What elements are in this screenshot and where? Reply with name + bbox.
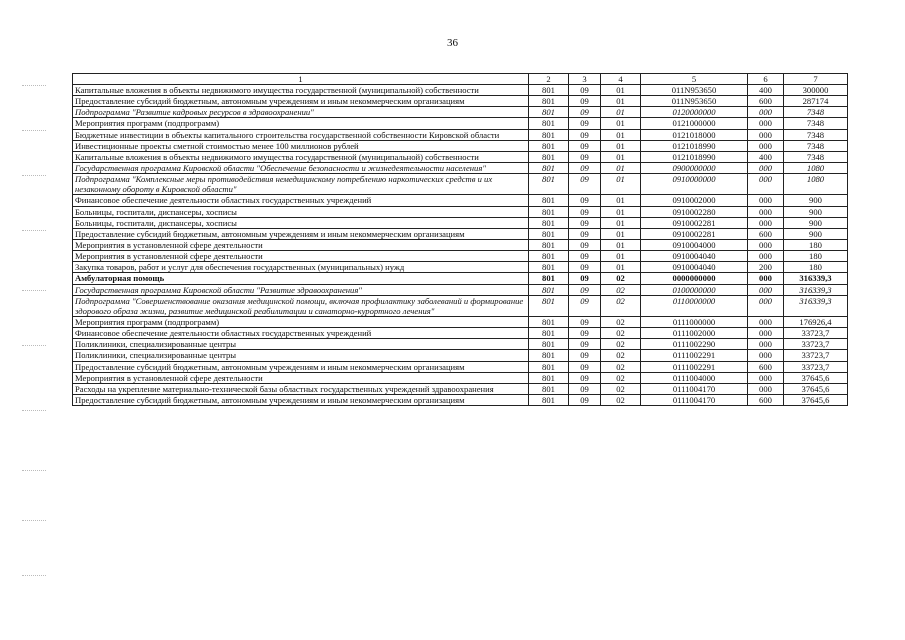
section-code-cell: 09	[569, 383, 601, 394]
section-code-cell: 09	[569, 140, 601, 151]
expense-type-code-cell: 600	[748, 96, 784, 107]
expense-type-code-cell: 000	[748, 273, 784, 284]
page-number: 36	[447, 37, 458, 49]
item-name-cell: Расходы на укрепление материально-технической базы областных государственных учреждений здравоохранения	[73, 383, 529, 394]
amount-cell: 180	[784, 262, 848, 273]
table-body	[73, 85, 848, 406]
target-article-code-cell: 011N953650	[641, 85, 748, 96]
subsection-code-cell: 02	[601, 361, 641, 372]
target-article-code-cell: 0100000000	[641, 284, 748, 295]
section-code-cell: 09	[569, 118, 601, 129]
amount-cell: 7348	[784, 151, 848, 162]
item-name-cell: Предоставление субсидий бюджетным, автономным учреждениям и иным некоммерческим организациям	[73, 361, 529, 372]
section-code-cell: 09	[569, 195, 601, 206]
target-article-code-cell: 011N953650	[641, 96, 748, 107]
section-code-cell: 09	[569, 295, 601, 316]
amount-cell: 316339,3	[784, 273, 848, 284]
item-name-cell: Предоставление субсидий бюджетным, автономным учреждениям и иным некоммерческим организациям	[73, 96, 529, 107]
section-code-cell: 09	[569, 151, 601, 162]
ministry-code-cell: 801	[529, 339, 569, 350]
amount-cell: 316339,3	[784, 284, 848, 295]
section-code-cell: 09	[569, 350, 601, 361]
section-code-cell: 09	[569, 339, 601, 350]
target-article-code-cell: 0900000000	[641, 162, 748, 173]
table-row	[73, 316, 848, 327]
budget-table	[72, 73, 848, 406]
subsection-code-cell: 01	[601, 195, 641, 206]
section-code-cell: 09	[569, 228, 601, 239]
target-article-code-cell: 0121000000	[641, 118, 748, 129]
section-code-cell: 09	[569, 206, 601, 217]
subsection-code-cell: 02	[601, 350, 641, 361]
amount-cell: 1080	[784, 174, 848, 195]
ministry-code-cell: 801	[529, 228, 569, 239]
amount-cell: 900	[784, 195, 848, 206]
item-name-cell: Инвестиционные проекты сметной стоимостью менее 100 миллионов рублей	[73, 140, 529, 151]
amount-cell: 900	[784, 206, 848, 217]
table-row	[73, 206, 848, 217]
amount-cell: 900	[784, 228, 848, 239]
subsection-code-cell: 02	[601, 328, 641, 339]
target-article-code-cell: 0910000000	[641, 174, 748, 195]
item-name-cell: Мероприятия программ (подпрограмм)	[73, 118, 529, 129]
table-row	[73, 239, 848, 250]
expense-type-code-cell: 000	[748, 107, 784, 118]
target-article-code-cell: 0121018990	[641, 140, 748, 151]
item-name-cell: Поликлиники, специализированные центры	[73, 339, 529, 350]
section-code-cell: 09	[569, 174, 601, 195]
item-name-cell: Подпрограмма "Развитие кадровых ресурсов в здравоохранении"	[73, 107, 529, 118]
table-row	[73, 350, 848, 361]
ministry-code-cell: 801	[529, 140, 569, 151]
table-row	[73, 129, 848, 140]
ministry-code-cell: 801	[529, 251, 569, 262]
table-row	[73, 85, 848, 96]
item-name-cell: Мероприятия в установленной сфере деятельности	[73, 239, 529, 250]
ministry-code-cell: 801	[529, 96, 569, 107]
subsection-code-cell: 01	[601, 129, 641, 140]
target-article-code-cell: 0111000000	[641, 316, 748, 327]
section-code-cell: 09	[569, 361, 601, 372]
target-article-code-cell: 0111004170	[641, 394, 748, 405]
subsection-code-cell: 02	[601, 316, 641, 327]
section-code-cell: 09	[569, 328, 601, 339]
ministry-code-cell: 801	[529, 195, 569, 206]
subsection-code-cell: 02	[601, 273, 641, 284]
ministry-code-cell: 801	[529, 284, 569, 295]
subsection-code-cell: 01	[601, 118, 641, 129]
target-article-code-cell: 0910002281	[641, 217, 748, 228]
ministry-code-cell: 801	[529, 295, 569, 316]
column-header-6: 6	[748, 74, 784, 85]
amount-cell: 287174	[784, 96, 848, 107]
ministry-code-cell: 801	[529, 262, 569, 273]
ministry-code-cell: 801	[529, 361, 569, 372]
ministry-code-cell: 801	[529, 129, 569, 140]
expense-type-code-cell: 000	[748, 295, 784, 316]
target-article-code-cell: 0910004040	[641, 262, 748, 273]
target-article-code-cell: 0121018990	[641, 151, 748, 162]
item-name-cell: Предоставление субсидий бюджетным, автономным учреждениям и иным некоммерческим организациям	[73, 228, 529, 239]
subsection-code-cell: 01	[601, 217, 641, 228]
expense-type-code-cell: 000	[748, 217, 784, 228]
item-name-cell: Капитальные вложения в объекты недвижимого имущества государственной (муниципальной) собственности	[73, 85, 529, 96]
expense-type-code-cell: 000	[748, 140, 784, 151]
expense-type-code-cell: 000	[748, 328, 784, 339]
table-row	[73, 328, 848, 339]
target-article-code-cell: 0111002291	[641, 350, 748, 361]
expense-type-code-cell: 000	[748, 118, 784, 129]
ministry-code-cell: 801	[529, 85, 569, 96]
column-header-5: 5	[641, 74, 748, 85]
target-article-code-cell: 0111002000	[641, 328, 748, 339]
section-code-cell: 09	[569, 284, 601, 295]
subsection-code-cell: 02	[601, 339, 641, 350]
ministry-code-cell: 801	[529, 394, 569, 405]
section-code-cell: 09	[569, 316, 601, 327]
expense-type-code-cell: 600	[748, 394, 784, 405]
section-code-cell: 09	[569, 262, 601, 273]
item-name-cell: Подпрограмма "Совершенствование оказания медицинской помощи, включая профилактику заболеваний и формирование здорового образа жизни, развитие медицинской реабилитации и санаторно-курортного лечения"	[73, 295, 529, 316]
item-name-cell: Больницы, госпитали, диспансеры, хосписы	[73, 206, 529, 217]
section-code-cell: 09	[569, 372, 601, 383]
item-name-cell: Поликлиники, специализированные центры	[73, 350, 529, 361]
item-name-cell: Государственная программа Кировской области "Обеспечение безопасности и жизнедеятельности населения"	[73, 162, 529, 173]
amount-cell: 316339,3	[784, 295, 848, 316]
section-code-cell: 09	[569, 239, 601, 250]
expense-type-code-cell: 200	[748, 262, 784, 273]
expense-type-code-cell: 000	[748, 206, 784, 217]
ministry-code-cell: 801	[529, 162, 569, 173]
ministry-code-cell: 801	[529, 350, 569, 361]
subsection-code-cell: 01	[601, 262, 641, 273]
item-name-cell: Финансовое обеспечение деятельности областных государственных учреждений	[73, 195, 529, 206]
item-name-cell: Амбулаторная помощь	[73, 273, 529, 284]
amount-cell: 300000	[784, 85, 848, 96]
subsection-code-cell: 01	[601, 206, 641, 217]
table-row	[73, 217, 848, 228]
amount-cell: 1080	[784, 162, 848, 173]
expense-type-code-cell: 000	[748, 372, 784, 383]
target-article-code-cell: 0120000000	[641, 107, 748, 118]
amount-cell: 7348	[784, 140, 848, 151]
expense-type-code-cell: 600	[748, 361, 784, 372]
column-header-4: 4	[601, 74, 641, 85]
amount-cell: 900	[784, 217, 848, 228]
ministry-code-cell: 801	[529, 217, 569, 228]
subsection-code-cell: 02	[601, 372, 641, 383]
expense-type-code-cell: 000	[748, 129, 784, 140]
column-header-1: 1	[73, 74, 529, 85]
subsection-code-cell: 01	[601, 239, 641, 250]
target-article-code-cell: 0111002290	[641, 339, 748, 350]
amount-cell: 180	[784, 251, 848, 262]
column-header-7: 7	[784, 74, 848, 85]
target-article-code-cell: 0121018000	[641, 129, 748, 140]
subsection-code-cell: 02	[601, 284, 641, 295]
expense-type-code-cell: 000	[748, 284, 784, 295]
item-name-cell: Бюджетные инвестиции в объекты капитального строительства государственной собственности Кировской области	[73, 129, 529, 140]
table-header-row	[73, 74, 848, 85]
amount-cell: 7348	[784, 129, 848, 140]
subsection-code-cell: 01	[601, 140, 641, 151]
item-name-cell: Финансовое обеспечение деятельности областных государственных учреждений	[73, 328, 529, 339]
section-code-cell: 09	[569, 107, 601, 118]
item-name-cell: Мероприятия в установленной сфере деятельности	[73, 372, 529, 383]
section-code-cell: 09	[569, 129, 601, 140]
subsection-code-cell: 01	[601, 162, 641, 173]
ministry-code-cell: 801	[529, 107, 569, 118]
table-row	[73, 251, 848, 262]
expense-type-code-cell: 000	[748, 162, 784, 173]
amount-cell: 37645,6	[784, 372, 848, 383]
subsection-code-cell: 02	[601, 295, 641, 316]
section-code-cell: 09	[569, 162, 601, 173]
amount-cell: 7348	[784, 118, 848, 129]
subsection-code-cell: 02	[601, 394, 641, 405]
section-code-cell: 09	[569, 273, 601, 284]
section-code-cell: 09	[569, 394, 601, 405]
item-name-cell: Закупка товаров, работ и услуг для обеспечения государственных (муниципальных) нужд	[73, 262, 529, 273]
table-row	[73, 295, 848, 316]
amount-cell: 7348	[784, 107, 848, 118]
item-name-cell: Государственная программа Кировской области "Развитие здравоохранения"	[73, 284, 529, 295]
target-article-code-cell: 0910004040	[641, 251, 748, 262]
column-header-2: 2	[529, 74, 569, 85]
target-article-code-cell: 0910002281	[641, 228, 748, 239]
item-name-cell: Больницы, госпитали, диспансеры, хосписы	[73, 217, 529, 228]
amount-cell: 33723,7	[784, 350, 848, 361]
table-row	[73, 372, 848, 383]
expense-type-code-cell: 000	[748, 239, 784, 250]
subsection-code-cell: 01	[601, 251, 641, 262]
ministry-code-cell: 801	[529, 273, 569, 284]
section-code-cell: 09	[569, 85, 601, 96]
item-name-cell: Капитальные вложения в объекты недвижимого имущества государственной (муниципальной) собственности	[73, 151, 529, 162]
target-article-code-cell: 0910002000	[641, 195, 748, 206]
item-name-cell: Мероприятия в установленной сфере деятельности	[73, 251, 529, 262]
expense-type-code-cell: 000	[748, 251, 784, 262]
expense-type-code-cell: 000	[748, 350, 784, 361]
amount-cell: 33723,7	[784, 328, 848, 339]
table-row	[73, 195, 848, 206]
amount-cell: 33723,7	[784, 339, 848, 350]
table-row	[73, 339, 848, 350]
expense-type-code-cell: 400	[748, 151, 784, 162]
table-row	[73, 174, 848, 195]
table-row	[73, 273, 848, 284]
expense-type-code-cell: 000	[748, 195, 784, 206]
ministry-code-cell: 801	[529, 239, 569, 250]
table-row	[73, 228, 848, 239]
table-row	[73, 118, 848, 129]
expense-type-code-cell: 600	[748, 228, 784, 239]
amount-cell: 33723,7	[784, 361, 848, 372]
amount-cell: 37645,6	[784, 394, 848, 405]
target-article-code-cell: 0111004000	[641, 372, 748, 383]
section-code-cell: 09	[569, 96, 601, 107]
amount-cell: 176926,4	[784, 316, 848, 327]
item-name-cell: Предоставление субсидий бюджетным, автономным учреждениям и иным некоммерческим организациям	[73, 394, 529, 405]
expense-type-code-cell: 000	[748, 339, 784, 350]
amount-cell: 180	[784, 239, 848, 250]
section-code-cell: 09	[569, 217, 601, 228]
target-article-code-cell: 0111002291	[641, 361, 748, 372]
subsection-code-cell: 02	[601, 383, 641, 394]
table-row	[73, 107, 848, 118]
ministry-code-cell: 801	[529, 328, 569, 339]
expense-type-code-cell: 000	[748, 316, 784, 327]
ministry-code-cell: 801	[529, 151, 569, 162]
table-row	[73, 162, 848, 173]
subsection-code-cell: 01	[601, 85, 641, 96]
subsection-code-cell: 01	[601, 228, 641, 239]
ministry-code-cell: 801	[529, 383, 569, 394]
target-article-code-cell: 0910004000	[641, 239, 748, 250]
subsection-code-cell: 01	[601, 107, 641, 118]
expense-type-code-cell: 400	[748, 85, 784, 96]
expense-type-code-cell: 000	[748, 174, 784, 195]
ministry-code-cell: 801	[529, 118, 569, 129]
item-name-cell: Подпрограмма "Комплексные меры противодействия немедицинскому потреблению наркотических средств и их незаконному обороту в Кировской области"	[73, 174, 529, 195]
item-name-cell: Мероприятия программ (подпрограмм)	[73, 316, 529, 327]
subsection-code-cell: 01	[601, 96, 641, 107]
subsection-code-cell: 01	[601, 174, 641, 195]
ministry-code-cell: 801	[529, 372, 569, 383]
column-header-3: 3	[569, 74, 601, 85]
table-row	[73, 96, 848, 107]
target-article-code-cell: 0110000000	[641, 295, 748, 316]
ministry-code-cell: 801	[529, 174, 569, 195]
target-article-code-cell: 0000000000	[641, 273, 748, 284]
expense-type-code-cell: 000	[748, 383, 784, 394]
table-row	[73, 394, 848, 405]
table-row	[73, 151, 848, 162]
table-row	[73, 140, 848, 151]
ministry-code-cell: 801	[529, 316, 569, 327]
section-code-cell: 09	[569, 251, 601, 262]
amount-cell: 37645,6	[784, 383, 848, 394]
table-row	[73, 383, 848, 394]
subsection-code-cell: 01	[601, 151, 641, 162]
target-article-code-cell: 0111004170	[641, 383, 748, 394]
target-article-code-cell: 0910002280	[641, 206, 748, 217]
table-row	[73, 284, 848, 295]
table-row	[73, 262, 848, 273]
ministry-code-cell: 801	[529, 206, 569, 217]
table-row	[73, 361, 848, 372]
